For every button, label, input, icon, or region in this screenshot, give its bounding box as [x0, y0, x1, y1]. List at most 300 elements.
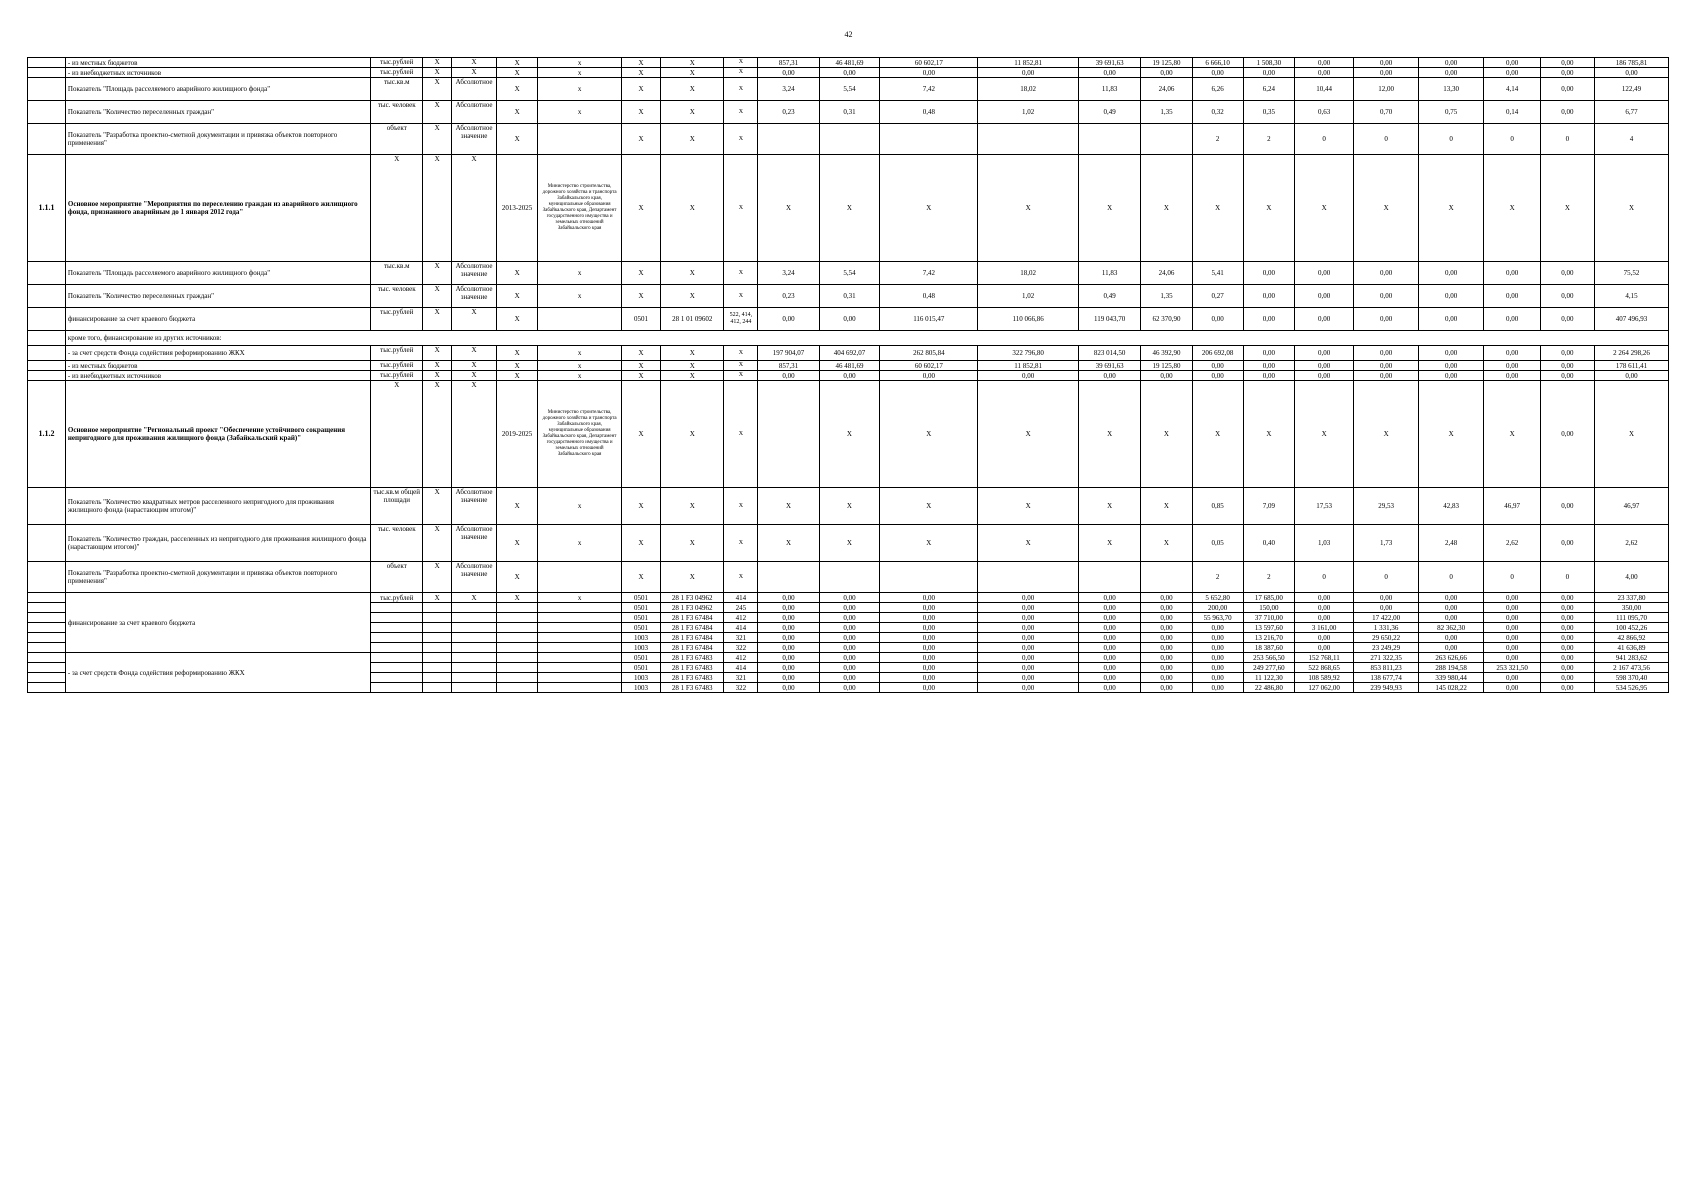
table-cell: 0,00 — [1540, 673, 1594, 683]
table-cell — [538, 603, 622, 613]
table-row — [28, 308, 1669, 331]
table-cell: 0,00 — [1078, 371, 1140, 381]
table-cell: X — [622, 78, 661, 101]
table-cell: 6,77 — [1595, 101, 1669, 124]
table-cell: 0,40 — [1243, 525, 1294, 562]
table-cell: X — [978, 525, 1078, 562]
table-cell: 0 — [1540, 124, 1594, 155]
table-cell: 39 691,63 — [1078, 361, 1140, 371]
table-cell: 0,00 — [978, 683, 1078, 693]
table-cell: 0,00 — [1540, 101, 1594, 124]
table-cell: 39 691,63 — [1078, 58, 1140, 68]
table-cell: 1 331,36 — [1354, 623, 1419, 633]
table-cell: X — [423, 361, 452, 371]
table-cell: X — [724, 124, 758, 155]
table-cell — [452, 603, 497, 613]
table-cell: 46 392,90 — [1141, 346, 1192, 361]
table-cell: X — [724, 101, 758, 124]
table-cell: 0,00 — [1294, 613, 1353, 623]
table-cell — [452, 663, 497, 673]
table-cell — [497, 633, 538, 643]
table-cell: 0,00 — [1192, 663, 1243, 673]
table-cell: 0,00 — [1294, 633, 1353, 643]
table-cell: 178 611,41 — [1595, 361, 1669, 371]
table-cell: 111 095,70 — [1595, 613, 1669, 623]
table-cell: 0,00 — [978, 623, 1078, 633]
table-cell: 0,00 — [758, 613, 819, 623]
table-cell: 11 852,81 — [978, 58, 1078, 68]
table-cell: X — [452, 371, 497, 381]
table-cell: Министерство строительства, дорожного хозяйства и транспорта Забайкальского края, муниципальные образования Забайкальского края, Департамент государственного имущества и земельных отношений Забайкальского края — [538, 381, 622, 488]
table-cell: 0,00 — [978, 663, 1078, 673]
table-cell — [497, 603, 538, 613]
table-cell: Абсолютное значение — [452, 124, 497, 155]
table-cell: X — [423, 285, 452, 308]
table-cell: 245 — [724, 603, 758, 613]
table-cell: 0,00 — [1078, 673, 1140, 683]
table-cell: X — [1294, 155, 1353, 262]
table-cell: X — [724, 155, 758, 262]
table-cell: 13 216,70 — [1243, 633, 1294, 643]
table-cell: 0,00 — [1141, 593, 1192, 603]
table-cell: X — [497, 525, 538, 562]
table-cell: 13,30 — [1418, 78, 1484, 101]
table-cell: X — [1354, 381, 1419, 488]
table-cell: 46,97 — [1484, 488, 1540, 525]
table-cell: 0,00 — [819, 683, 879, 693]
table-cell: 152 768,11 — [1294, 653, 1353, 663]
table-cell: 0,48 — [880, 285, 978, 308]
table-cell: x — [538, 262, 622, 285]
table-cell: X — [819, 488, 879, 525]
table-cell — [423, 683, 452, 693]
table-cell: 0,00 — [1484, 603, 1540, 613]
table-cell: 28 1 F3 67483 — [660, 663, 724, 673]
table-cell — [497, 673, 538, 683]
table-cell: 0,48 — [880, 101, 978, 124]
table-cell: 0,00 — [1540, 633, 1594, 643]
table-cell: X — [423, 562, 452, 593]
table-cell: 0,00 — [1354, 603, 1419, 613]
table-cell: 0,00 — [758, 68, 819, 78]
table-cell: 1 508,30 — [1243, 58, 1294, 68]
table-cell: 0,00 — [1484, 361, 1540, 371]
table-cell: X — [497, 101, 538, 124]
table-cell: X — [622, 101, 661, 124]
table-cell: тыс. человек — [371, 101, 423, 124]
table-cell: 253 321,50 — [1484, 663, 1540, 673]
table-cell: X — [724, 525, 758, 562]
table-cell — [28, 603, 66, 613]
table-cell: 41 636,89 — [1595, 643, 1669, 653]
table-cell: - из местных бюджетов — [65, 58, 370, 68]
table-cell: объект — [371, 562, 423, 593]
table-cell: 0,00 — [1540, 78, 1594, 101]
table-cell: 0,00 — [819, 603, 879, 613]
table-cell: 0,00 — [758, 371, 819, 381]
table-cell: 0 — [1418, 124, 1484, 155]
table-cell — [423, 623, 452, 633]
table-cell: 6 666,10 — [1192, 58, 1243, 68]
table-cell: 2,62 — [1484, 525, 1540, 562]
table-cell: X — [423, 155, 452, 262]
table-cell: 0,27 — [1192, 285, 1243, 308]
table-cell: финансирование за счет краевого бюджета — [65, 593, 370, 653]
table-cell: 823 014,50 — [1078, 346, 1140, 361]
table-cell: x — [538, 346, 622, 361]
table-cell: 6,26 — [1192, 78, 1243, 101]
table-cell: 0 — [1294, 562, 1353, 593]
table-cell: 0,00 — [1354, 68, 1419, 78]
table-cell: 0,00 — [1192, 623, 1243, 633]
table-cell: 941 283,62 — [1595, 653, 1669, 663]
table-cell: 1,03 — [1294, 525, 1353, 562]
table-cell — [538, 613, 622, 623]
table-cell: 0,00 — [1540, 683, 1594, 693]
table-cell: X — [724, 371, 758, 381]
table-cell: 11 122,30 — [1243, 673, 1294, 683]
table-cell: 288 194,58 — [1418, 663, 1484, 673]
table-cell: X — [660, 562, 724, 593]
table-cell: 0,00 — [1141, 68, 1192, 78]
table-cell: 119 043,70 — [1078, 308, 1140, 331]
table-cell: Показатель "Площадь расселяемого аварийного жилищного фонда" — [65, 262, 370, 285]
table-cell: 1,02 — [978, 285, 1078, 308]
table-cell — [452, 683, 497, 693]
table-cell: 0,85 — [1192, 488, 1243, 525]
table-cell: 4 — [1595, 124, 1669, 155]
table-cell: x — [538, 101, 622, 124]
table-cell: 0,00 — [1418, 285, 1484, 308]
table-cell: 0,31 — [819, 285, 879, 308]
table-cell: 0,00 — [1484, 68, 1540, 78]
table-cell: 0,00 — [1540, 525, 1594, 562]
table-cell: 145 028,22 — [1418, 683, 1484, 693]
table-cell: 46 481,69 — [819, 361, 879, 371]
table-cell — [497, 623, 538, 633]
table-cell: - из внебюджетных источников — [65, 371, 370, 381]
table-cell: - из местных бюджетов — [65, 361, 370, 371]
table-cell: 0 — [1354, 124, 1419, 155]
table-cell — [819, 124, 879, 155]
table-cell: 0,00 — [1294, 371, 1353, 381]
table-cell: X — [423, 371, 452, 381]
table-cell: 82 362,30 — [1418, 623, 1484, 633]
table-cell: тыс.рублей — [371, 593, 423, 603]
table-cell: 0,00 — [1484, 633, 1540, 643]
table-cell: 1003 — [622, 643, 661, 653]
table-row — [28, 371, 1669, 381]
table-cell: тыс.кв.м — [371, 262, 423, 285]
table-cell: 0,00 — [1243, 308, 1294, 331]
table-cell: 0,00 — [1294, 308, 1353, 331]
table-cell: X — [660, 101, 724, 124]
table-cell: 17 422,00 — [1354, 613, 1419, 623]
table-cell — [538, 653, 622, 663]
table-cell: 2 — [1243, 562, 1294, 593]
table-cell: 0,05 — [1192, 525, 1243, 562]
table-cell: 322 — [724, 683, 758, 693]
table-cell — [371, 653, 423, 663]
table-cell — [978, 124, 1078, 155]
table-cell: 0,00 — [1540, 68, 1594, 78]
table-cell: 13 597,60 — [1243, 623, 1294, 633]
table-cell: 0,00 — [880, 673, 978, 683]
table-cell: 0,00 — [1192, 308, 1243, 331]
table-cell: 0,00 — [1141, 633, 1192, 643]
table-cell: 0,00 — [1540, 371, 1594, 381]
table-cell: 1,35 — [1141, 285, 1192, 308]
table-cell — [538, 124, 622, 155]
table-cell: X — [1078, 525, 1140, 562]
table-cell: 262 805,84 — [880, 346, 978, 361]
table-cell — [423, 673, 452, 683]
table-cell: X — [724, 285, 758, 308]
table-cell: 0,00 — [1243, 262, 1294, 285]
table-cell: 0,00 — [1294, 346, 1353, 361]
table-cell: 0,00 — [880, 593, 978, 603]
table-row — [28, 68, 1669, 78]
table-cell: X — [660, 346, 724, 361]
table-cell: X — [660, 124, 724, 155]
table-cell: 0 — [1354, 562, 1419, 593]
table-cell: 0,00 — [1418, 308, 1484, 331]
table-cell: 0,00 — [978, 371, 1078, 381]
table-cell — [978, 562, 1078, 593]
table-cell: 0,00 — [1243, 285, 1294, 308]
table-cell — [28, 58, 66, 68]
table-cell: 0501 — [622, 663, 661, 673]
table-cell — [371, 633, 423, 643]
table-cell: 42 866,92 — [1595, 633, 1669, 643]
table-cell: 0,00 — [880, 623, 978, 633]
table-cell: 0,00 — [758, 603, 819, 613]
table-cell: 0,00 — [1540, 653, 1594, 663]
table-cell: X — [819, 155, 879, 262]
table-cell: 0,00 — [1418, 633, 1484, 643]
table-cell: 0,00 — [758, 623, 819, 633]
table-cell: X — [724, 562, 758, 593]
table-cell: X — [1595, 381, 1669, 488]
table-cell: 0,00 — [819, 633, 879, 643]
table-cell: 116 015,47 — [880, 308, 978, 331]
table-cell: 350,00 — [1595, 603, 1669, 613]
table-cell: X — [423, 78, 452, 101]
table-cell: 0,00 — [1540, 381, 1594, 488]
table-cell — [28, 371, 66, 381]
table-cell — [819, 562, 879, 593]
program-financing-table — [27, 57, 1669, 693]
table-cell: 37 710,00 — [1243, 613, 1294, 623]
table-cell: 0,00 — [1484, 683, 1540, 693]
table-cell: X — [1141, 155, 1192, 262]
table-cell: 3,24 — [758, 262, 819, 285]
table-cell: X — [724, 381, 758, 488]
table-row — [28, 155, 1669, 262]
table-cell: 18,02 — [978, 262, 1078, 285]
table-cell — [1078, 124, 1140, 155]
table-cell: X — [497, 593, 538, 603]
table-cell: 29,53 — [1354, 488, 1419, 525]
table-cell: X — [497, 308, 538, 331]
table-row — [28, 285, 1669, 308]
table-cell: 0,00 — [1484, 593, 1540, 603]
table-cell: X — [880, 381, 978, 488]
table-cell — [452, 673, 497, 683]
table-cell: 0,00 — [1484, 613, 1540, 623]
table-cell: 0,00 — [1540, 262, 1594, 285]
table-cell: X — [423, 101, 452, 124]
table-cell: X — [423, 525, 452, 562]
table-cell: Показатель "Разработка проектно-сметной документации и привязка объектов повторного применения" — [65, 562, 370, 593]
table-cell: 0,35 — [1243, 101, 1294, 124]
table-cell: 0,63 — [1294, 101, 1353, 124]
table-cell — [28, 633, 66, 643]
table-cell: 0,00 — [1078, 643, 1140, 653]
table-cell: X — [452, 58, 497, 68]
table-cell: 407 496,93 — [1595, 308, 1669, 331]
table-cell: X — [660, 285, 724, 308]
table-cell: 28 1 F3 67484 — [660, 633, 724, 643]
table-cell — [423, 653, 452, 663]
table-cell: X — [758, 525, 819, 562]
table-cell — [28, 683, 66, 693]
table-cell: x — [538, 371, 622, 381]
table-cell: 11,83 — [1078, 78, 1140, 101]
table-cell: X — [660, 361, 724, 371]
table-cell: 0,00 — [1354, 371, 1419, 381]
table-cell: 1,73 — [1354, 525, 1419, 562]
table-cell: X — [1484, 381, 1540, 488]
table-cell: 0,00 — [1192, 673, 1243, 683]
table-cell — [28, 346, 66, 361]
table-cell — [28, 124, 66, 155]
table-cell: X — [423, 308, 452, 331]
table-cell: X — [497, 361, 538, 371]
table-cell: 0,00 — [758, 308, 819, 331]
table-cell: 0,00 — [1192, 683, 1243, 693]
table-row — [28, 262, 1669, 285]
table-cell: 0,00 — [1243, 346, 1294, 361]
table-cell: X — [819, 525, 879, 562]
table-cell: 0,00 — [1294, 262, 1353, 285]
table-cell: X — [622, 58, 661, 68]
table-cell: 28 1 F3 67484 — [660, 613, 724, 623]
table-cell: 0,00 — [1418, 593, 1484, 603]
table-cell: X — [622, 361, 661, 371]
table-cell: 322 796,80 — [978, 346, 1078, 361]
table-cell: X — [724, 262, 758, 285]
table-cell: 0,00 — [880, 663, 978, 673]
table-cell — [28, 488, 66, 525]
table-cell: тыс.рублей — [371, 361, 423, 371]
table-cell: 100 452,26 — [1595, 623, 1669, 633]
table-cell: 0,00 — [1418, 346, 1484, 361]
table-cell: объект — [371, 124, 423, 155]
table-cell: X — [1418, 381, 1484, 488]
table-cell: 0,00 — [758, 663, 819, 673]
table-row — [28, 525, 1669, 562]
table-cell: 0,00 — [819, 623, 879, 633]
table-cell: 0,00 — [1540, 285, 1594, 308]
table-cell: 0,00 — [1418, 643, 1484, 653]
table-cell: 0,00 — [1484, 346, 1540, 361]
table-cell: X — [1418, 155, 1484, 262]
table-cell: 0,00 — [1540, 643, 1594, 653]
table-cell: 46 481,69 — [819, 58, 879, 68]
table-cell: 0,00 — [1141, 613, 1192, 623]
table-cell: тыс.рублей — [371, 371, 423, 381]
table-cell: 28 1 F3 67483 — [660, 683, 724, 693]
table-cell — [880, 562, 978, 593]
table-cell: 1003 — [622, 683, 661, 693]
table-cell: 0,23 — [758, 101, 819, 124]
table-cell: 0,00 — [1354, 58, 1419, 68]
table-cell: 0,00 — [1141, 653, 1192, 663]
table-cell: 0,00 — [978, 633, 1078, 643]
table-cell: 17 685,00 — [1243, 593, 1294, 603]
table-cell: 0,00 — [1540, 613, 1594, 623]
table-cell: 0,00 — [1294, 285, 1353, 308]
table-cell: 75,52 — [1595, 262, 1669, 285]
table-cell: X — [622, 262, 661, 285]
table-cell: X — [1192, 155, 1243, 262]
table-cell: Абсолютное — [452, 101, 497, 124]
table-cell: X — [497, 262, 538, 285]
table-cell: 0,00 — [1484, 673, 1540, 683]
table-cell: 0,00 — [1484, 643, 1540, 653]
table-cell: 7,42 — [880, 262, 978, 285]
table-cell: X — [423, 593, 452, 603]
table-cell: 0,00 — [1141, 673, 1192, 683]
table-cell: 0,75 — [1418, 101, 1484, 124]
table-cell: X — [660, 381, 724, 488]
table-cell: 0,00 — [1540, 58, 1594, 68]
table-cell: X — [497, 346, 538, 361]
table-row — [28, 124, 1669, 155]
table-cell: 0,00 — [1243, 371, 1294, 381]
table-cell — [371, 613, 423, 623]
table-cell: X — [1354, 155, 1419, 262]
table-cell — [538, 673, 622, 683]
table-cell — [538, 562, 622, 593]
table-cell: 0,00 — [1540, 663, 1594, 673]
table-cell: 0,00 — [1192, 361, 1243, 371]
table-cell — [423, 663, 452, 673]
table-cell — [371, 623, 423, 633]
table-cell: 249 277,60 — [1243, 663, 1294, 673]
table-cell: X — [497, 124, 538, 155]
table-cell: тыс.рублей — [371, 308, 423, 331]
table-cell: 2 167 473,56 — [1595, 663, 1669, 673]
table-cell: X — [1294, 381, 1353, 488]
table-cell: 0,00 — [1540, 488, 1594, 525]
table-cell: 2 — [1243, 124, 1294, 155]
table-cell: X — [452, 593, 497, 603]
table-cell — [538, 683, 622, 693]
table-cell: X — [1141, 488, 1192, 525]
table-cell: 0,00 — [1192, 633, 1243, 643]
table-cell: 0,00 — [819, 653, 879, 663]
table-cell: 414 — [724, 593, 758, 603]
table-cell: 1,02 — [978, 101, 1078, 124]
table-cell: 0,00 — [1141, 683, 1192, 693]
table-cell: 0,00 — [1192, 68, 1243, 78]
table-cell: 0,00 — [758, 683, 819, 693]
table-cell: 11,83 — [1078, 262, 1140, 285]
table-cell: X — [724, 58, 758, 68]
table-cell: 253 566,50 — [1243, 653, 1294, 663]
